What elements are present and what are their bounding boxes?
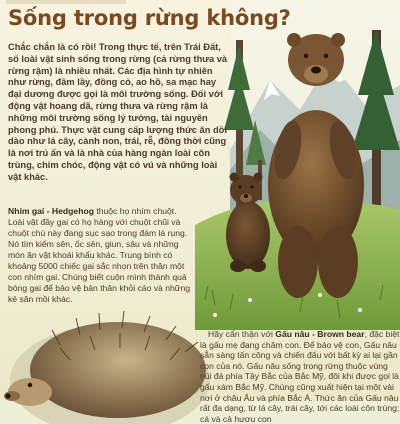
hedgehog-name: Nhím gai - Hedgehog [8, 206, 94, 216]
hedgehog-paragraph [8, 206, 193, 305]
brown-bear-name: Gấu nâu - Brown bear [275, 329, 365, 339]
hedgehog-description: thuộc họ nhím chuột. Loài vật đầy gai có họ hàng với chuột chũi và chuột chù này đang sục sạo trong đám lá rụng. Nó tìm kiếm sên, ốc sên, giun, sâu và những món ăn vặt khoái khẩu khác. Trung bình có khoảng 5000 chiếc gai sắc nhọn trên thân một con nhím gai. Chúng biết cuộn mình thành quả bóng gai để bảo vệ bản thân khỏi cáo và những kẻ săn mồi khác. [8, 206, 191, 304]
page-header-strip [6, 0, 126, 4]
page-title: Sống trong rừng không? [8, 6, 291, 30]
hedgehog [4, 311, 210, 424]
brown-bear-paragraph [200, 329, 400, 424]
brown-bear-prefix: Hãy cẩn thận với [208, 329, 276, 339]
brown-bear-description: , đặc biệt là gấu mẹ đang chăm con. Để bảo vệ con, Gấu nâu sẵn sàng tấn công và chiến đấu với bất kỳ ai lại gần con của nó. Gấu nâu sống trong rừng thuộc vùng núi đá phía Tây Bắc của Bắc Mỹ, đôi khi được gọi là gấu xám Bắc Mỹ. Chúng cũng xuất hiện tại một vài nơi ở châu Âu và phía Bắc Á. Thức ăn của Gấu nâu rất đa dạng, từ lá cây, trái cây, tới các loài côn trùng; cá và cả hươu con [200, 329, 400, 424]
intro-paragraph: Chắc chắn là có rồi! Trong thực tế, trên Trái Đất, số loài vật sinh sống trong rừng (cả rừng thưa và rừng rậm) là nhiều nhất. Các địa hình tự nhiên như rừng, đầm lầy, đồng cỏ, ao hồ, sa mạc hay đại dương được gọi là môi trường sống. Đối với động vật hoang dã, rừng thưa và rừng rậm là những môi trường sống lý tưởng, tài nguyên phong phú. Thực vật cung cấp lượng thức ăn dồi dào như lá cây, cành non, trái, rễ, đồng thời cũng là nơi trú ẩn và là nhà của hàng ngàn loài côn trùng, chim chóc, động vật có vú và những loài vật khác. [8, 42, 228, 182]
